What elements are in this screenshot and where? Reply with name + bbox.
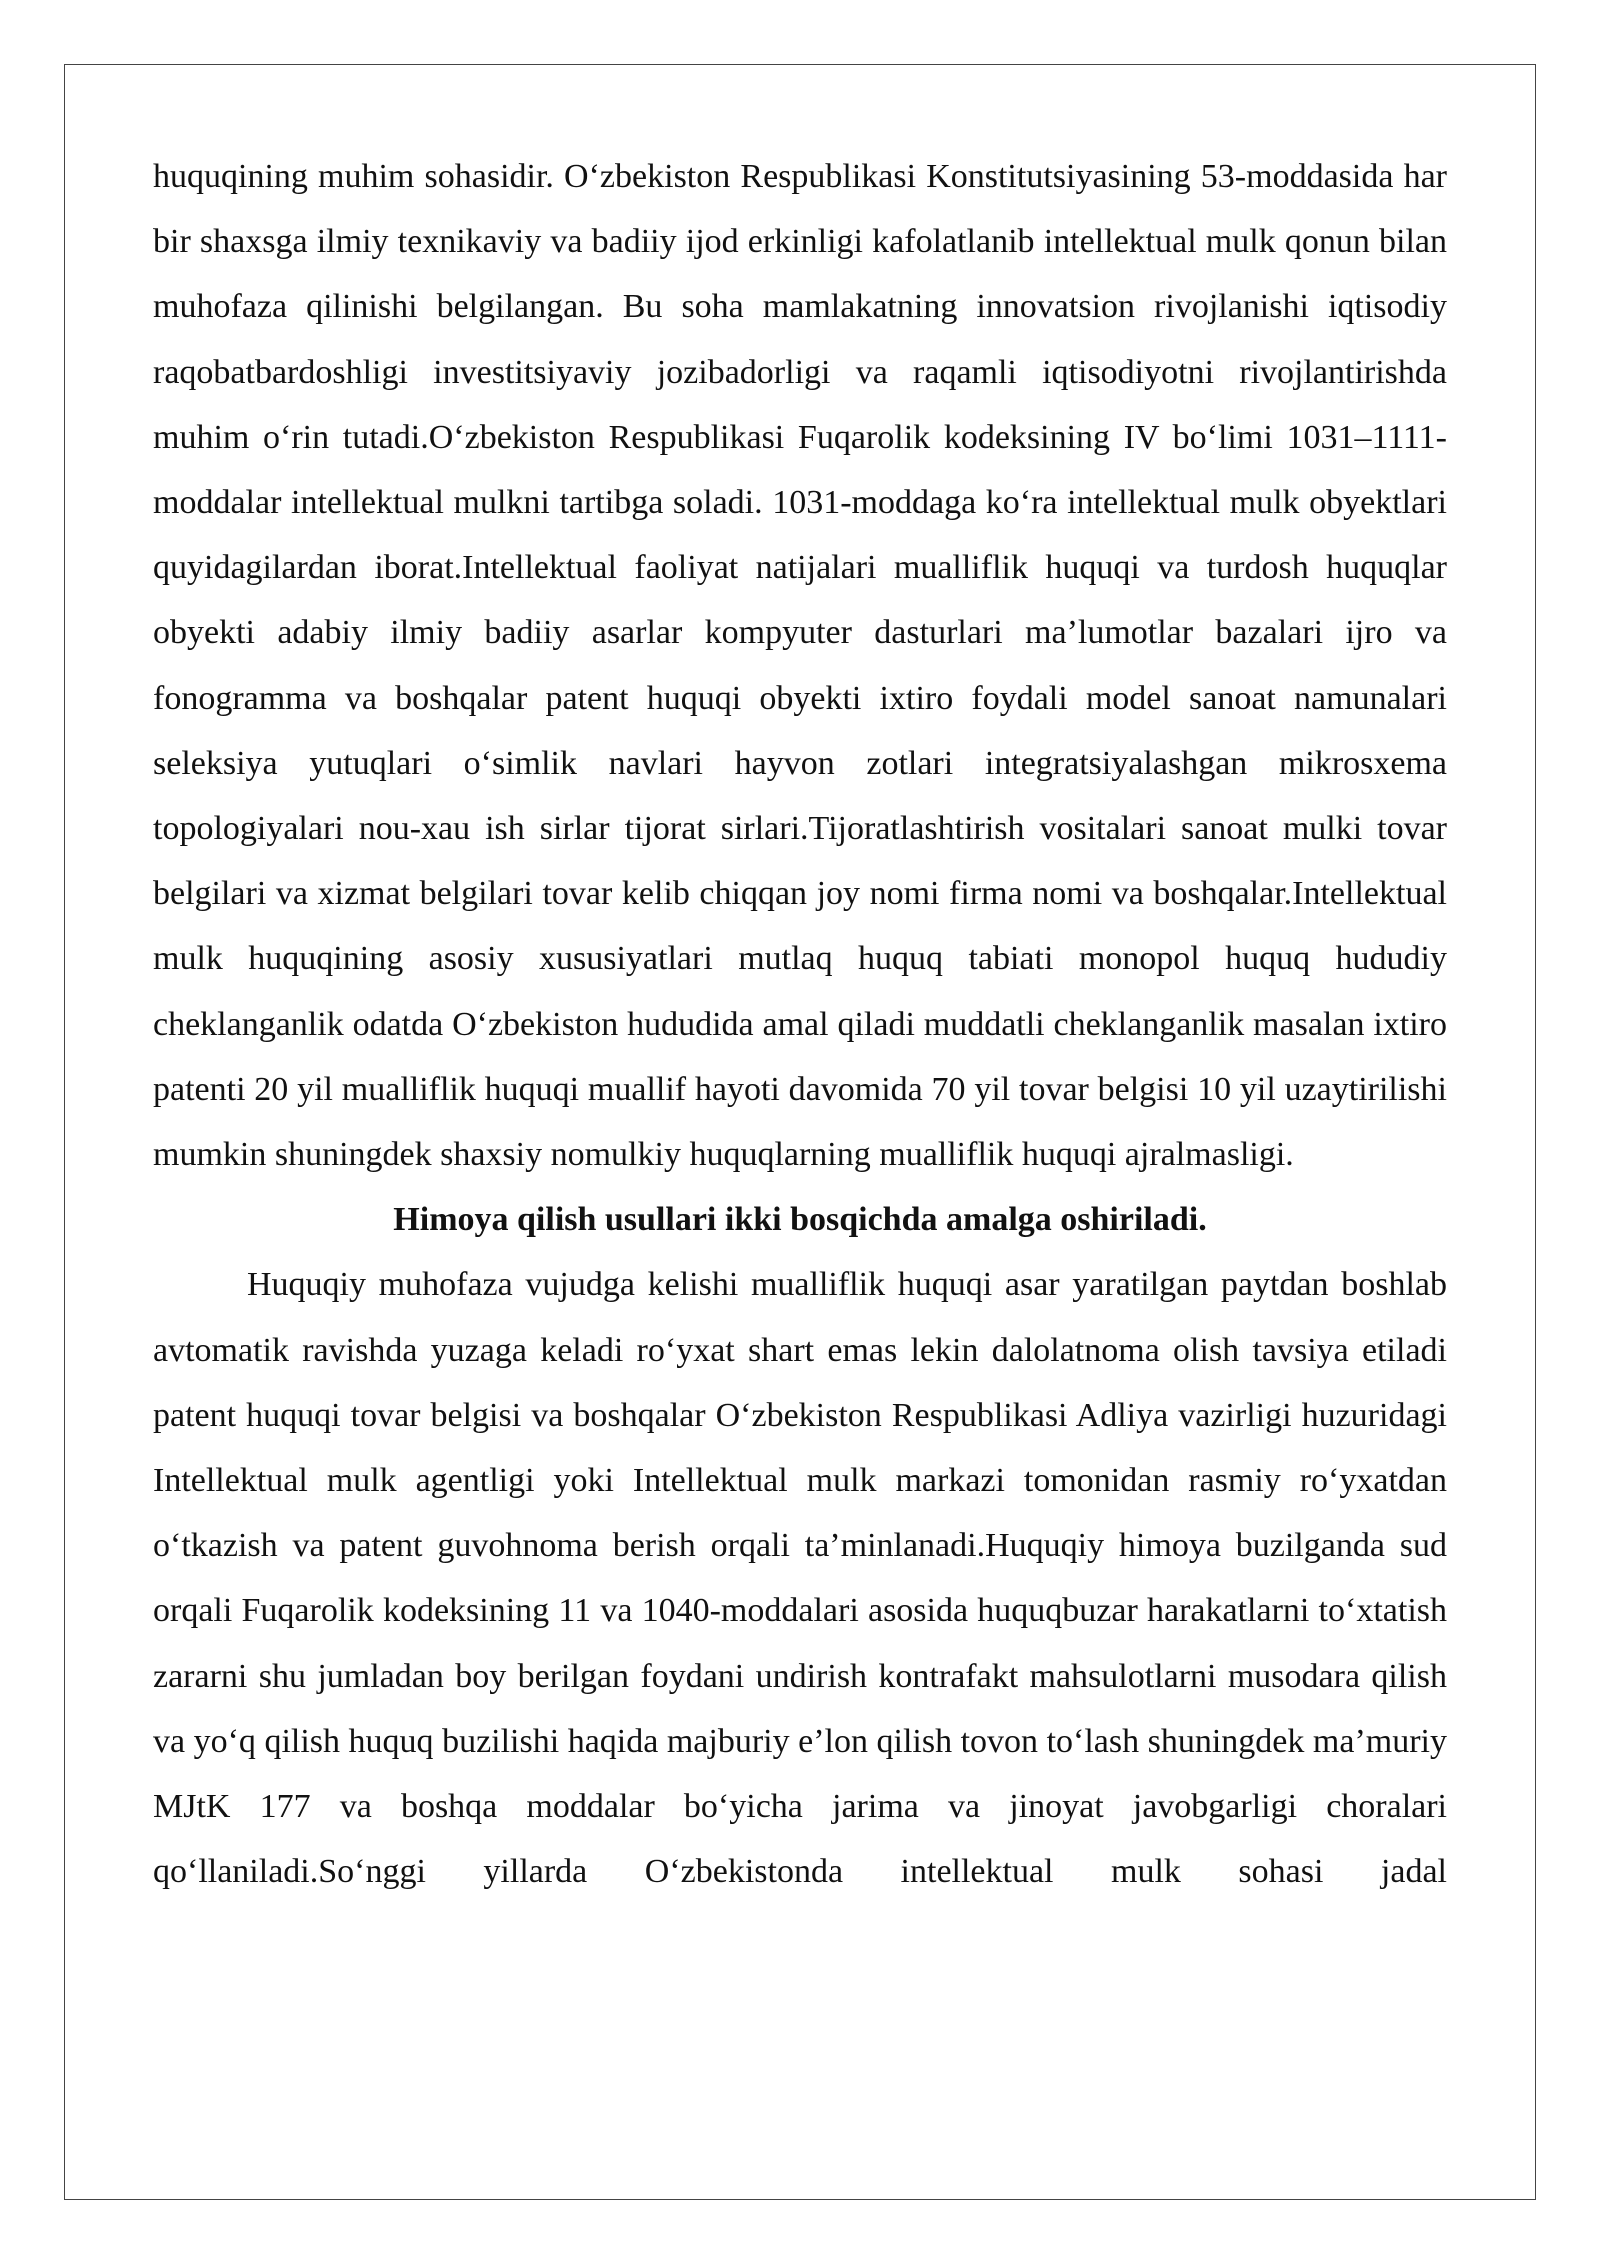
document-body [153, 144, 1447, 1904]
section-heading: Himoya qilish usullari ikki bosqichda amalga oshiriladi. [393, 1201, 1207, 1239]
body-paragraph-1: huquqining muhim sohasidir. O‘zbekiston Respublikasi Konstitutsiyasining 53-moddasida har bir shaxsga ilmiy texnikaviy va badiiy ijod erkinligi kafolatlanib intellektual mulk qonun bilan muhofaza qilinishi belgilangan. Bu soha mamlakatning innovatsion rivojlanishi iqtisodiy raqobatbardoshligi investitsiyaviy jozibadorligi va raqamli iqtisodiyotni rivojlantirishda muhim o‘rin tutadi.O‘zbekiston Respublikasi Fuqarolik kodeksining IV bo‘limi 1031–1111-moddalar intellektual mulkni tartibga soladi. 1031-moddaga ko‘ra intellektual mulk obyektlari quyidagilardan iborat.Intellektual faoliyat natijalari mualliflik huquqi va turdosh huquqlar obyekti adabiy ilmiy badiiy asarlar kompyuter dasturlari ma’lumotlar bazalari ijro va fonogramma va boshqalar patent huquqi obyekti ixtiro foydali model sanoat namunalari seleksiya yutuqlari o‘simlik navlari hayvon zotlari integratsiyalashgan mikrosxema topologiyalari nou-xau ish sirlar tijorat sirlari.Tijoratlashtirish vositalari sanoat mulki tovar belgilari va xizmat belgilari tovar kelib chiqqan joy nomi firma nomi va boshqalar.Intellektual mulk huquqining asosiy xususiyatlari mutlaq huquq tabiati monopol huquq hududiy cheklanganlik odatda O‘zbekiston hududida amal qiladi muddatli cheklanganlik masalan ixtiro patenti 20 yil mualliflik huquqi muallif hayoti davomida 70 yil tovar belgisi 10 yil uzaytirilishi mumkin shuningdek shaxsiy nomulkiy huquqlarning mualliflik huquqi ajralmasligi. [153, 158, 1447, 1174]
body-paragraph-2: Huquqiy muhofaza vujudga kelishi mualliflik huquqi asar yaratilgan paytdan boshlab avtomatik ravishda yuzaga keladi ro‘yxat shart emas lekin dalolatnoma olish tavsiya etiladi patent huquqi tovar belgisi va boshqalar O‘zbekiston Respublikasi Adliya vazirligi huzuridagi Intellektual mulk agentligi yoki Intellektual mulk markazi tomonidan rasmiy ro‘yxatdan o‘tkazish va patent guvohnoma berish orqali ta’minlanadi.Huquqiy himoya buzilganda sud orqali Fuqarolik kodeksining 11 va 1040-moddalari asosida huquqbuzar harakatlarni to‘xtatish zararni shu jumladan boy berilgan foydani undirish kontrafakt mahsulotlarni musodara qilish va yo‘q qilish huquq buzilishi haqida majburiy e’lon qilish tovon to‘lash shuningdek ma’muriy MJtK 177 va boshqa moddalar bo‘yicha jarima va jinoyat javobgarligi choralari qo‘llaniladi.So‘nggi yillarda O‘zbekistonda intellektual mulk sohasi jadal [153, 1266, 1447, 1891]
